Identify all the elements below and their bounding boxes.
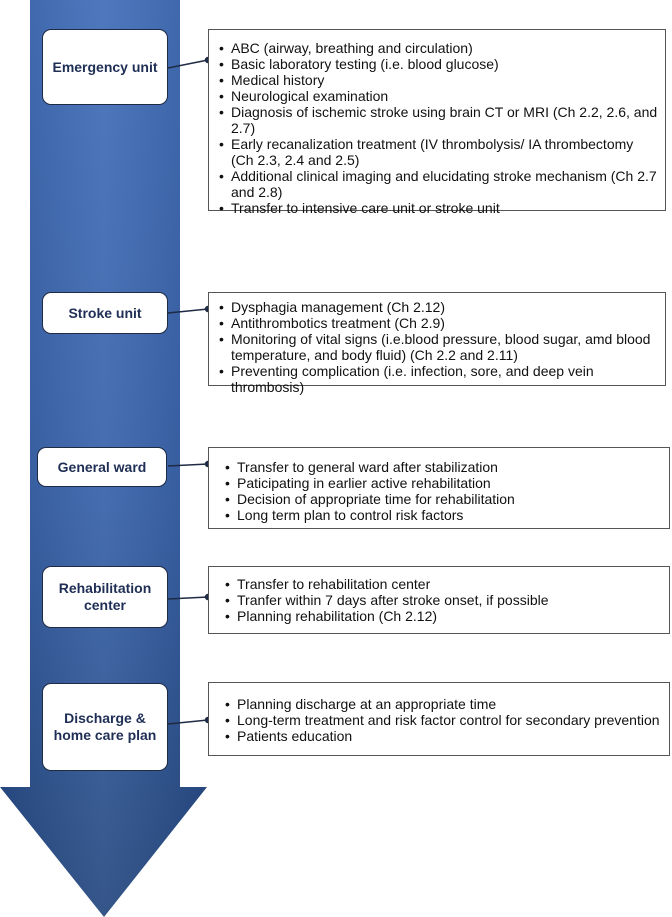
panel-rehabilitation-center — [208, 566, 670, 634]
stage-label: Discharge & home care plan — [53, 710, 157, 743]
list-item: • Preventing complication (i.e. infection, sore, and deep vein thrombosis) — [215, 363, 659, 395]
list-item: • Additional clinical imaging and elucidating stroke mechanism (Ch 2.7 and 2.8) — [215, 168, 659, 200]
list-item: • Long term plan to control risk factors — [221, 507, 663, 523]
stage-label: General ward — [57, 458, 147, 475]
list-item: • Transfer to intensive care unit or stroke unit — [215, 200, 659, 216]
list-item: • Diagnosis of ischemic stroke using brain CT or MRI (Ch 2.2, 2.6, and 2.7) — [215, 104, 659, 136]
stage-box-emergency-unit — [42, 29, 168, 105]
stage-box-stroke-unit — [42, 292, 168, 334]
panel-stroke-unit — [208, 292, 666, 395]
list-item: • Medical history — [215, 72, 659, 88]
list-item: • Paticipating in earlier active rehabilitation — [221, 475, 663, 491]
stage-label: Emergency unit — [52, 58, 158, 75]
stage-box-discharge-home-care-plan — [42, 683, 168, 771]
stage-box-rehabilitation-center — [42, 566, 168, 628]
list-item: • Basic laboratory testing (i.e. blood glucose) — [215, 56, 659, 72]
list-item: • Transfer to rehabilitation center — [221, 576, 663, 592]
stage-label: Rehabilitation center — [58, 580, 152, 613]
list-item: • Neurological examination — [215, 88, 659, 104]
list-item: • Planning discharge at an appropriate time — [221, 696, 663, 712]
stage-label: Stroke unit — [68, 304, 142, 321]
list-item: • Antithrombotics treatment (Ch 2.9) — [215, 315, 659, 331]
list-item: • Dysphagia management (Ch 2.12) — [215, 299, 659, 315]
list-item: • Monitoring of vital signs (i.e.blood pressure, blood sugar, amd blood temperature, and body fluid) (Ch 2.2 and 2.11) — [215, 331, 659, 363]
panel-discharge-home-care-plan — [208, 682, 670, 756]
list-item: • ABC (airway, breathing and circulation) — [215, 40, 659, 56]
list-item: • Transfer to general ward after stabilization — [221, 459, 663, 475]
list-item: • Patients education — [221, 728, 663, 744]
stage-box-general-ward — [37, 447, 167, 487]
list-item: • Planning rehabilitation (Ch 2.12) — [221, 608, 663, 624]
panel-emergency-unit — [208, 29, 666, 216]
list-item: • Decision of appropriate time for rehabilitation — [221, 491, 663, 507]
list-item: • Early recanalization treatment (IV thrombolysis/ IA thrombectomy (Ch 2.3, 2.4 and 2.5) — [215, 136, 659, 168]
list-item: • Tranfer within 7 days after stroke onset, if possible — [221, 592, 663, 608]
list-item: • Long-term treatment and risk factor control for secondary prevention — [221, 712, 663, 728]
panel-general-ward — [208, 447, 670, 529]
